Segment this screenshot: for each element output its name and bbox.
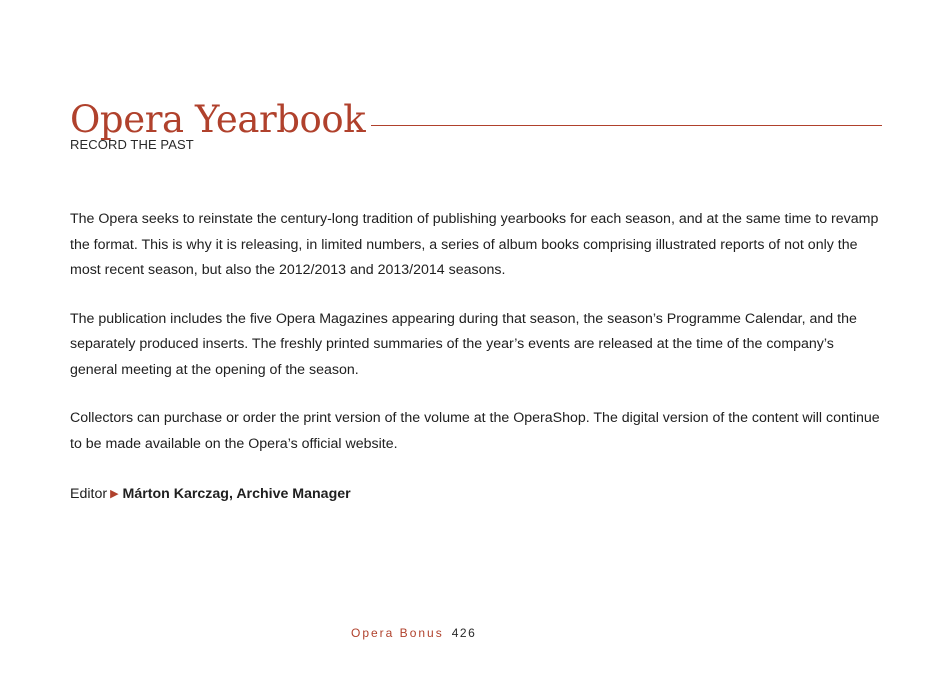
editor-name: Márton Karczag, Archive Manager [122,486,351,502]
play-arrow-icon: ▶ [110,488,119,500]
page-number: 426 [451,626,477,640]
title-rule [371,125,882,126]
article-body [70,207,885,480]
footer-section-label: Opera Bonus [351,626,444,640]
editor-label: Editor [70,486,108,502]
page-header [70,88,882,141]
page-subtitle: RECORD THE PAST [70,137,194,152]
paragraph: Collectors can purchase or order the print version of the volume at the OperaShop. The digital version of the content will continue to be made available on the Opera’s official website. [70,410,880,452]
page-title: Opera Yearbook [70,98,366,141]
page-footer [351,626,476,640]
paragraph: The Opera seeks to reinstate the century-long tradition of publishing yearbooks for each season, and at the same time to revamp the format. This is why it is releasing, in limited numbers, a series of album books comprising illustrated reports of not only the most recent season, but also the 2012/2013 and 2013/2014 seasons. [70,211,879,278]
paragraph: The publication includes the five Opera Magazines appearing during that season, the season’s Programme Calendar, and the separately produced inserts. The freshly printed summaries of the year’s events are released at the time of the company’s general meeting at the opening of the season. [70,310,857,378]
editor-credit [70,483,351,506]
